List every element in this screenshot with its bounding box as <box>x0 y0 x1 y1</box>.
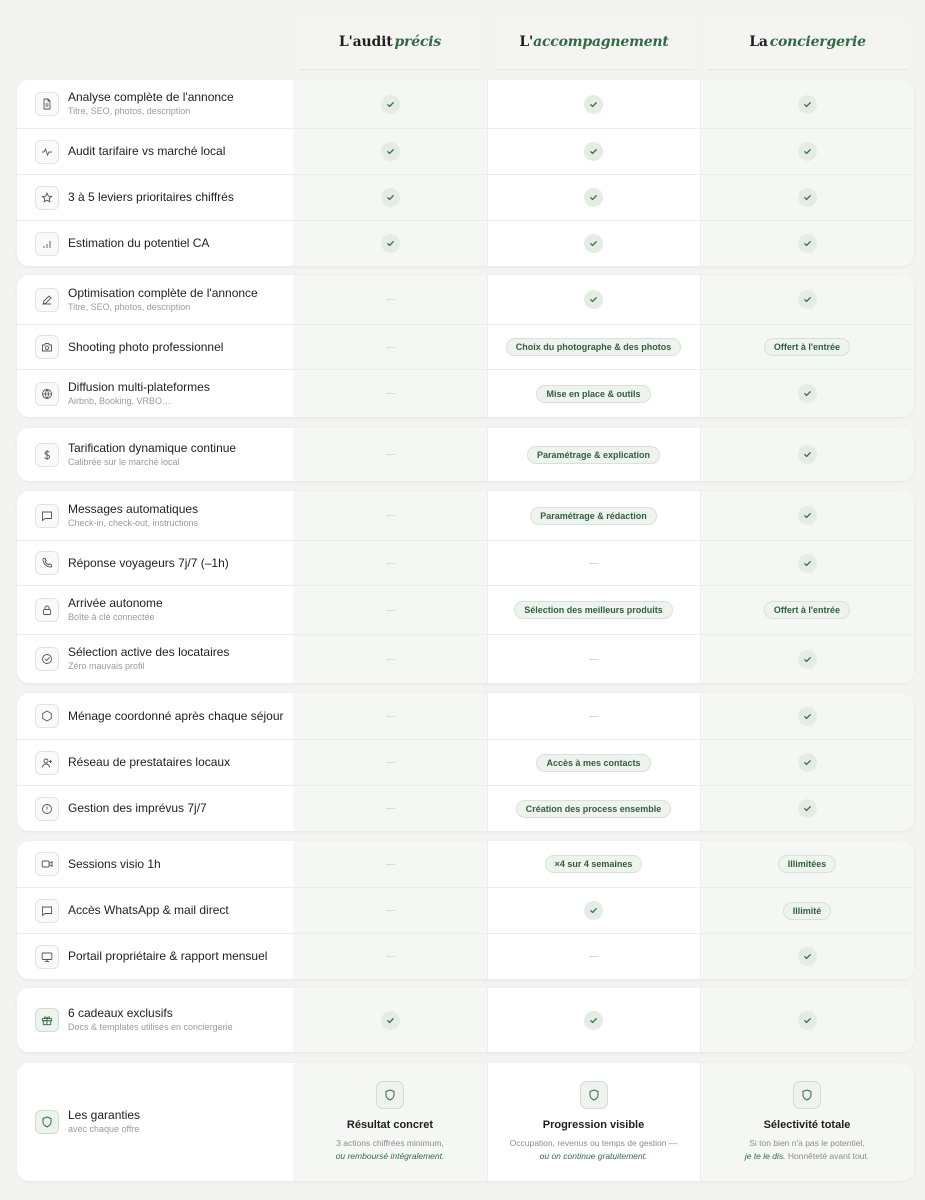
column-header-audit <box>300 14 480 70</box>
check-icon <box>381 234 400 253</box>
guarantee-text-emphasis <box>336 1150 445 1163</box>
check-icon <box>798 554 817 573</box>
dash-icon <box>386 910 395 911</box>
cell-conciergerie <box>700 693 914 739</box>
feature-cell <box>17 175 293 220</box>
cell-conciergerie <box>700 428 914 481</box>
cell-audit <box>293 129 487 174</box>
cell-audit <box>293 275 487 324</box>
feature-title: Gestion des imprévus 7j/7 <box>68 801 207 815</box>
table-row <box>17 174 914 220</box>
cell-conciergerie <box>700 635 914 683</box>
dash-icon <box>386 454 395 455</box>
cell-audit <box>293 740 487 785</box>
cell-accompagnement <box>487 80 700 128</box>
cell-conciergerie <box>700 786 914 831</box>
feature-title: Messages automatiques <box>68 501 199 516</box>
cell-accompagnement <box>487 325 700 369</box>
cell-audit <box>293 586 487 634</box>
cell-accompagnement <box>487 428 700 481</box>
feature-cell <box>17 275 293 324</box>
cell-conciergerie <box>700 129 914 174</box>
check-icon <box>584 901 603 920</box>
check-icon <box>798 650 817 669</box>
dash-icon <box>386 864 395 865</box>
check-icon <box>798 506 817 525</box>
cell-accompagnement <box>487 586 700 634</box>
feature-group <box>17 491 914 683</box>
feature-title: Tarification dynamique continue <box>68 440 237 455</box>
check-icon <box>381 1011 400 1030</box>
table-row <box>17 693 914 739</box>
feature-title: 6 cadeaux exclusifs <box>68 1006 173 1020</box>
dash-icon <box>386 515 395 516</box>
feature-group <box>17 428 914 481</box>
phone-icon <box>35 551 59 575</box>
feature-title: Optimisation complète de l'annonce <box>68 285 258 300</box>
shield-icon <box>793 1081 821 1109</box>
cell-conciergerie <box>700 370 914 417</box>
table-row <box>17 540 914 585</box>
cell-audit <box>293 934 487 979</box>
feature-title: Accès WhatsApp & mail direct <box>68 903 229 917</box>
feature-cell <box>17 786 293 831</box>
lock-icon <box>35 598 59 622</box>
feature-pill: ×4 sur 4 semaines <box>545 855 643 873</box>
guarantee-conciergerie <box>700 1063 914 1181</box>
cell-accompagnement <box>487 888 700 933</box>
dash-icon <box>386 956 395 957</box>
feature-cell <box>17 635 293 683</box>
dash-icon <box>386 347 395 348</box>
cell-audit <box>293 370 487 417</box>
column-header-accent: précis <box>394 33 442 50</box>
dash-icon <box>589 659 598 660</box>
guarantee-em: ou on continue gratuitement. <box>539 1151 648 1161</box>
guarantees-group <box>17 1063 914 1181</box>
column-headers <box>0 14 925 70</box>
feature-subtitle: Check-in, check-out, instructions <box>68 517 199 528</box>
feature-title: Sessions visio 1h <box>68 856 161 871</box>
feature-subtitle: Docs & templates utilisés en conciergerie <box>68 1022 233 1032</box>
shield-icon <box>35 1110 59 1134</box>
column-header-prefix: La <box>749 33 768 50</box>
bar-chart-icon <box>35 232 59 256</box>
feature-group <box>17 693 914 831</box>
feature-pill: Accès à mes contacts <box>536 754 650 772</box>
check-icon <box>798 290 817 309</box>
check-icon <box>798 1011 817 1030</box>
feature-pill: Illimité <box>783 902 832 920</box>
gift-icon <box>35 1008 59 1032</box>
cell-conciergerie <box>700 541 914 585</box>
cell-accompagnement <box>487 129 700 174</box>
feature-pill: Offert à l'entrée <box>764 338 850 356</box>
check-icon <box>381 95 400 114</box>
cell-conciergerie <box>700 80 914 128</box>
table-row <box>17 275 914 324</box>
cell-accompagnement <box>487 841 700 887</box>
guarantee-text-emphasis <box>745 1150 869 1163</box>
cell-accompagnement <box>487 693 700 739</box>
feature-cell <box>17 934 293 979</box>
monitor-icon <box>35 945 59 969</box>
star-icon <box>35 186 59 210</box>
check-icon <box>798 234 817 253</box>
user-plus-icon <box>35 751 59 775</box>
check-icon <box>584 188 603 207</box>
feature-cell <box>17 988 293 1052</box>
cell-audit <box>293 325 487 369</box>
document-icon <box>35 92 59 116</box>
feature-cell <box>17 541 293 585</box>
feature-group <box>17 80 914 266</box>
dash-icon <box>386 808 395 809</box>
cell-audit <box>293 988 487 1052</box>
cell-accompagnement <box>487 221 700 266</box>
cell-audit <box>293 841 487 887</box>
feature-cell <box>17 586 293 634</box>
feature-cell <box>17 841 293 887</box>
feature-cell <box>17 693 293 739</box>
cell-accompagnement <box>487 988 700 1052</box>
guarantees-feature <box>17 1063 293 1181</box>
feature-cell <box>17 491 293 540</box>
check-icon <box>798 947 817 966</box>
feature-pill: Sélection des meilleurs produits <box>514 601 673 619</box>
table-row <box>17 785 914 831</box>
table-row <box>17 324 914 369</box>
feature-title: Diffusion multi-plateformes <box>68 379 210 394</box>
guarantee-text: Occupation, revenus ou temps de gestion — <box>509 1138 678 1148</box>
globe-icon <box>35 382 59 406</box>
feature-pill: Mise en place & outils <box>536 385 650 403</box>
table-row <box>17 739 914 785</box>
message-icon <box>35 504 59 528</box>
feature-title: Audit tarifaire vs marché local <box>68 144 226 158</box>
check-icon <box>584 1011 603 1030</box>
cell-accompagnement <box>487 175 700 220</box>
camera-icon <box>35 335 59 359</box>
alert-circle-icon <box>35 797 59 821</box>
guarantee-accompagnement <box>487 1063 700 1181</box>
cell-accompagnement <box>487 740 700 785</box>
feature-group <box>17 988 914 1052</box>
table-row <box>17 841 914 887</box>
feature-title: Réseau de prestataires locaux <box>68 755 231 769</box>
dash-icon <box>386 716 395 717</box>
cell-conciergerie <box>700 934 914 979</box>
pulse-icon <box>35 140 59 164</box>
check-icon <box>584 290 603 309</box>
feature-subtitle: Calibrée sur le marché local <box>68 456 180 467</box>
check-icon <box>584 95 603 114</box>
guarantee-text-emphasis <box>540 1150 648 1163</box>
cell-conciergerie <box>700 175 914 220</box>
dash-icon <box>386 659 395 660</box>
cell-audit <box>293 786 487 831</box>
feature-pill: Choix du photographe & des photos <box>506 338 682 356</box>
guarantee-rest: Honnêteté avant tout. <box>785 1151 870 1161</box>
table-row <box>17 369 914 417</box>
feature-pill: Paramétrage & explication <box>527 446 660 464</box>
cell-audit <box>293 491 487 540</box>
column-header-prefix: L' <box>519 33 534 50</box>
feature-group <box>17 275 914 417</box>
dash-icon <box>589 956 598 957</box>
cell-conciergerie <box>700 988 914 1052</box>
feature-cell <box>17 129 293 174</box>
cell-accompagnement <box>487 275 700 324</box>
feature-subtitle: Titre, SEO, photos, description <box>68 106 191 116</box>
dash-icon <box>589 716 598 717</box>
check-icon <box>584 142 603 161</box>
cell-accompagnement <box>487 635 700 683</box>
feature-subtitle: Zéro mauvais profil <box>68 661 145 671</box>
guarantees-title: Les garanties <box>68 1108 141 1122</box>
check-icon <box>798 445 817 464</box>
feature-cell <box>17 370 293 417</box>
video-icon <box>35 852 59 876</box>
feature-subtitle: Titre, SEO, photos, description <box>68 301 191 312</box>
check-icon <box>381 188 400 207</box>
check-icon <box>584 234 603 253</box>
hexagon-icon <box>35 704 59 728</box>
guarantee-text: Si ton bien n'a pas le potentiel, <box>749 1138 865 1148</box>
feature-pill: Création des process ensemble <box>516 800 672 818</box>
feature-title: Analyse complète de l'annonce <box>68 90 234 104</box>
check-circle-icon <box>35 647 59 671</box>
cell-conciergerie <box>700 325 914 369</box>
guarantee-title: Résultat concret <box>346 1119 434 1131</box>
guarantee-em: je te le dis. <box>744 1151 786 1161</box>
feature-pill: Offert à l'entrée <box>764 601 850 619</box>
feature-title: Shooting photo professionnel <box>68 339 224 354</box>
cell-audit <box>293 693 487 739</box>
cell-audit <box>293 80 487 128</box>
cell-accompagnement <box>487 370 700 417</box>
cell-conciergerie <box>700 841 914 887</box>
cell-accompagnement <box>487 541 700 585</box>
check-icon <box>798 384 817 403</box>
feature-subtitle: Airbnb, Booking, VRBO… <box>68 395 172 406</box>
cell-audit <box>293 541 487 585</box>
dollar-icon <box>35 443 59 467</box>
feature-title: Sélection active des locataires <box>68 645 230 659</box>
feature-cell <box>17 888 293 933</box>
guarantee-text: 3 actions chiffrées minimum, <box>336 1138 444 1148</box>
pen-icon <box>35 288 59 312</box>
dash-icon <box>589 563 598 564</box>
feature-title: Réponse voyageurs 7j/7 (–1h) <box>68 555 229 570</box>
cell-audit <box>293 888 487 933</box>
check-icon <box>798 753 817 772</box>
shield-icon <box>580 1081 608 1109</box>
cell-conciergerie <box>700 888 914 933</box>
check-icon <box>381 142 400 161</box>
column-header-prefix: L'audit <box>338 33 393 50</box>
cell-audit <box>293 175 487 220</box>
feature-cell <box>17 325 293 369</box>
check-icon <box>798 707 817 726</box>
table-row <box>17 933 914 979</box>
dash-icon <box>386 762 395 763</box>
guarantee-audit <box>293 1063 487 1181</box>
check-icon <box>798 188 817 207</box>
table-row <box>17 887 914 933</box>
feature-subtitle: Boîte à clé connectée <box>68 612 155 622</box>
table-row <box>17 220 914 266</box>
cell-audit <box>293 635 487 683</box>
table-row <box>17 491 914 540</box>
guarantee-em: ou remboursé intégralement. <box>335 1151 445 1161</box>
guarantees-subtitle: avec chaque offre <box>68 1124 140 1134</box>
table-row <box>17 128 914 174</box>
feature-cell <box>17 80 293 128</box>
dash-icon <box>386 299 395 300</box>
check-icon <box>798 95 817 114</box>
feature-group <box>17 841 914 979</box>
table-row <box>17 428 914 481</box>
cell-accompagnement <box>487 934 700 979</box>
guarantee-title: Sélectivité totale <box>763 1119 851 1131</box>
chat-icon <box>35 899 59 923</box>
column-header-accent: conciergerie <box>769 33 866 50</box>
cell-audit <box>293 428 487 481</box>
feature-title: Arrivée autonome <box>68 596 163 610</box>
dash-icon <box>386 563 395 564</box>
table-row <box>17 988 914 1052</box>
dash-icon <box>386 393 395 394</box>
column-header-accompagnement <box>494 14 694 70</box>
cell-accompagnement <box>487 786 700 831</box>
table-row <box>17 634 914 683</box>
cell-conciergerie <box>700 586 914 634</box>
feature-title: Portail propriétaire & rapport mensuel <box>68 949 268 963</box>
feature-cell <box>17 740 293 785</box>
shield-icon <box>376 1081 404 1109</box>
column-header-conciergerie <box>708 14 907 70</box>
table-row <box>17 585 914 634</box>
feature-cell <box>17 428 293 481</box>
cell-conciergerie <box>700 740 914 785</box>
feature-pill: Paramétrage & rédaction <box>530 507 657 525</box>
dash-icon <box>386 610 395 611</box>
check-icon <box>798 799 817 818</box>
feature-cell <box>17 221 293 266</box>
cell-conciergerie <box>700 275 914 324</box>
feature-title: 3 à 5 leviers prioritaires chiffrés <box>68 190 234 204</box>
feature-title: Ménage coordonné après chaque séjour <box>68 708 284 723</box>
table-row <box>17 80 914 128</box>
cell-conciergerie <box>700 491 914 540</box>
cell-accompagnement <box>487 491 700 540</box>
cell-conciergerie <box>700 221 914 266</box>
guarantee-title: Progression visible <box>542 1119 645 1131</box>
column-header-accent: accompagnement <box>533 33 669 50</box>
feature-title: Estimation du potentiel CA <box>68 236 210 250</box>
check-icon <box>798 142 817 161</box>
cell-audit <box>293 221 487 266</box>
feature-pill: Illimitées <box>778 855 837 873</box>
